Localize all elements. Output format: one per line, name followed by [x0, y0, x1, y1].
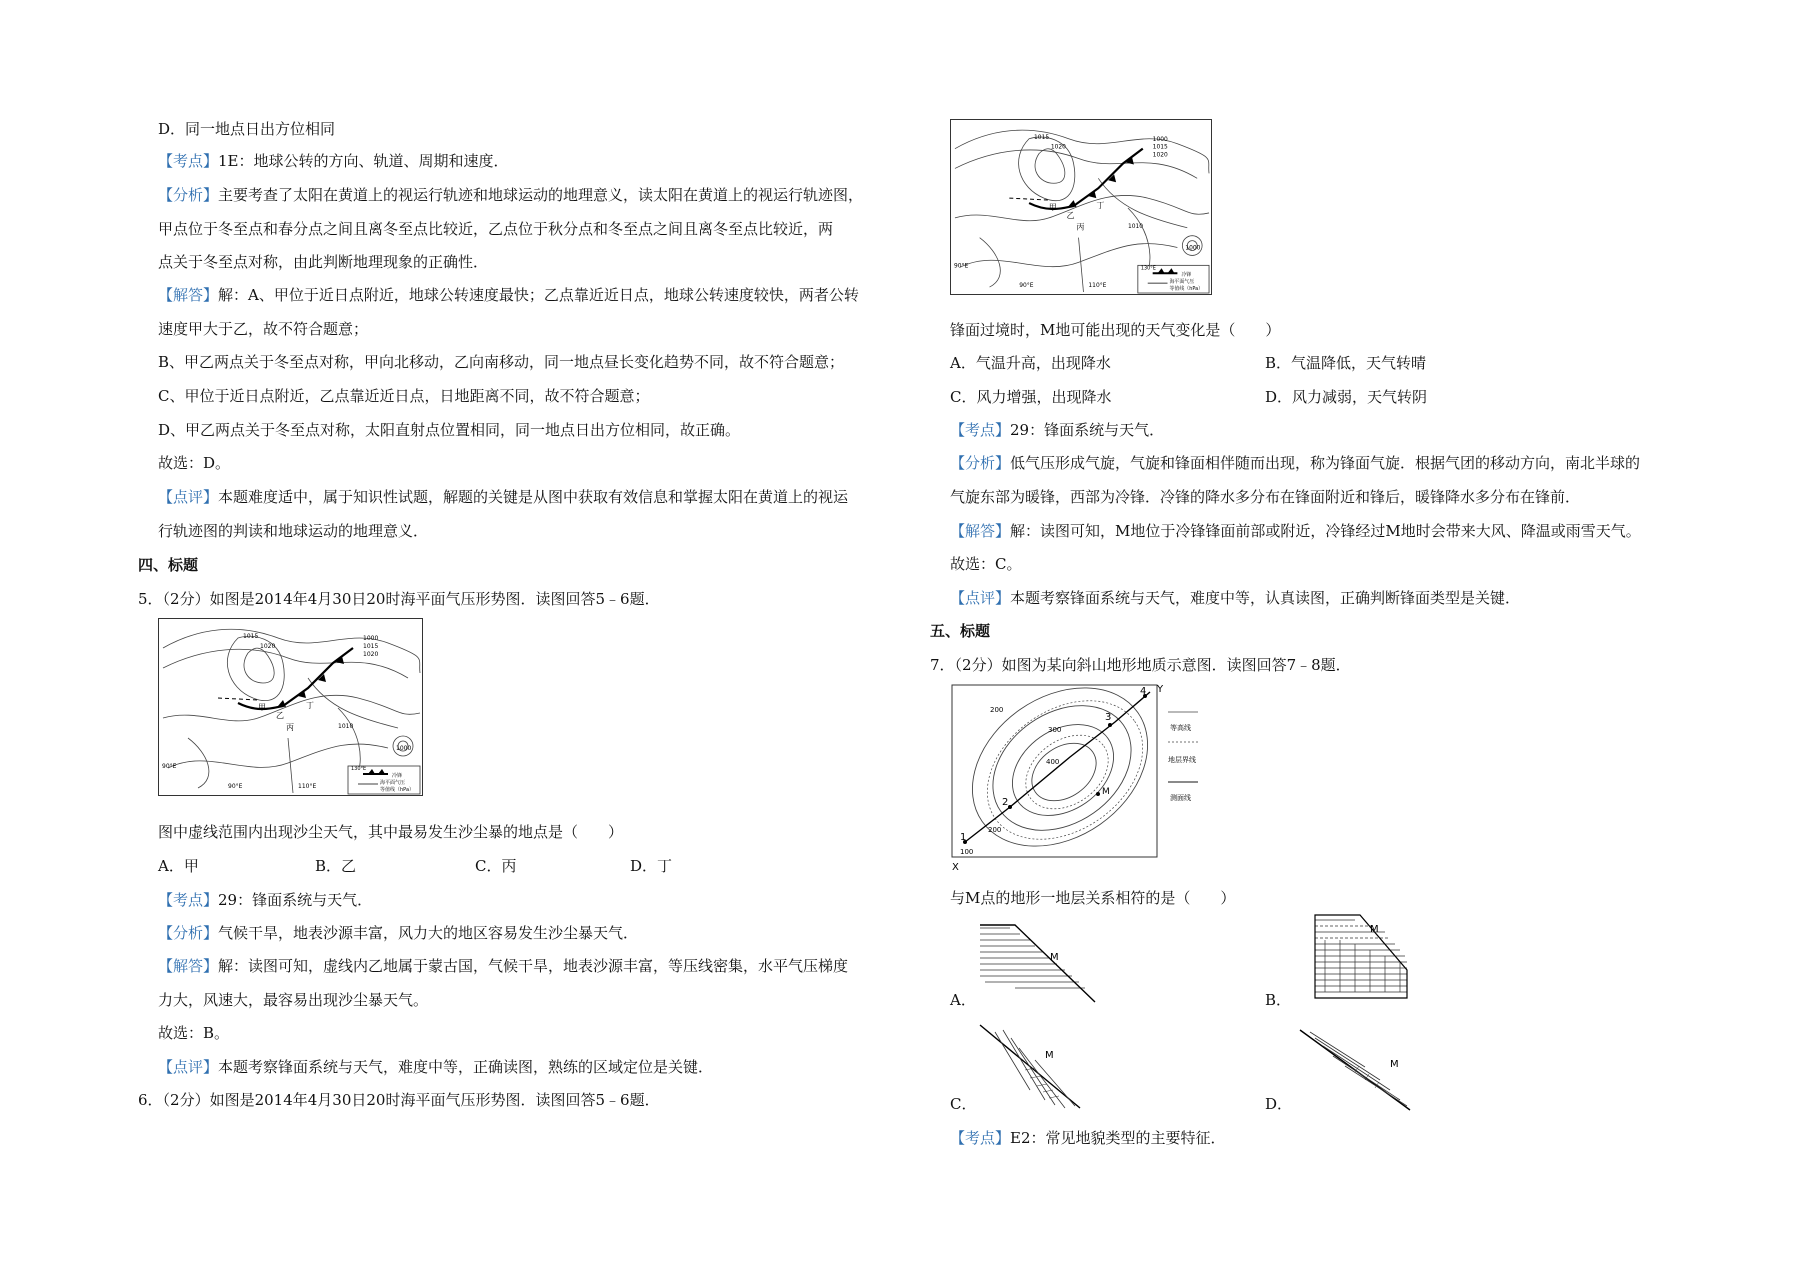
section-heading-5: 五、标题: [930, 622, 991, 640]
fenxi-1c: 点关于冬至点对称，由此判断地理现象的正确性．: [158, 253, 489, 271]
dianping-text: 本题难度适中，属于知识性试题，解题的关键是从图中获取有效信息和掌握太阳在黄道上的视运: [218, 488, 849, 506]
q6-option-d: D．风力减弱，天气转阴: [1265, 388, 1428, 406]
pressure-map-figure-2: [950, 118, 1212, 296]
map-label-jia: 甲: [258, 703, 266, 712]
jieda-3: [950, 521, 1641, 541]
longitude-label: 130°E: [1140, 265, 1156, 272]
map-label-bing: 丙: [1076, 222, 1085, 232]
map-label-yi: 乙: [276, 711, 284, 720]
map-label-bing: 丙: [286, 723, 294, 732]
isobar-label: 1020: [260, 643, 276, 650]
dianping-text: 本题考察锋面系统与天气，难度中等，正确读图，熟练的区域定位是关键．: [218, 1058, 714, 1076]
isobar-label: 1000: [396, 745, 412, 752]
map-label-ding: 丁: [1096, 200, 1105, 210]
fenxi-text: 低气压形成气旋，气旋和锋面相伴随而出现，称为锋面气旋．根据气团的移动方向，南北半球的: [1010, 454, 1641, 472]
q5-option-a: A．甲: [158, 857, 199, 875]
longitude-label: 90°E: [162, 763, 177, 770]
isobar-label: 1020: [1152, 151, 1168, 159]
question-6-stem: 锋面过境时，M地可能出现的天气变化是（ ）: [950, 321, 1281, 339]
isobar-label: 1010: [1127, 222, 1144, 230]
guxuan-2: 故选：B。: [158, 1024, 230, 1042]
option-point-m: M: [1370, 924, 1379, 935]
point-4-label: 4: [1140, 686, 1147, 697]
axis-x-label: X: [952, 862, 959, 872]
jieda-text: 解：读图可知，虚线内乙地属于蒙古国，气候干旱，地表沙源丰富，等压线密集，水平气压梯度: [218, 957, 849, 975]
longitude-label: 130°E: [351, 766, 367, 772]
map-label-yi: 乙: [1066, 210, 1075, 220]
fenxi-text: 气候干旱，地表沙源丰富，风力大的地区容易发生沙尘暴天气．: [218, 924, 639, 942]
jieda-2b: 力大，风速大，最容易出现沙尘暴天气。: [158, 991, 429, 1009]
pressure-map-2: [950, 118, 1212, 296]
jieda-text: 解：读图可知，M地位于冷锋锋面前部或附近，冷锋经过M地时会带来大风、降温或雨雪天气。: [1010, 522, 1641, 540]
option-a-diagram: [975, 920, 1105, 1005]
contour-label: 400: [1046, 758, 1060, 766]
fenxi-3a: [950, 453, 1640, 473]
kaodian-text: 1E：地球公转的方向、轨道、周期和速度．: [218, 152, 509, 170]
kaodian-text: 29：锋面系统与天气．: [218, 891, 373, 909]
jieda-text: 解：A、甲位于近日点附近，地球公转速度最快；乙点靠近近日点，地球公转速度较快，两者公转: [218, 286, 859, 304]
map-label-jia: 甲: [1048, 202, 1057, 212]
strata-diagram-c: [975, 1020, 1095, 1110]
geologic-map-svg: [950, 682, 1205, 872]
dianping-tag: 【点评】: [950, 589, 1011, 607]
kaodian-1: [158, 151, 509, 171]
legend-strata: 地层界线: [1168, 756, 1196, 764]
legend-front-label: 冷锋: [1181, 272, 1192, 279]
q6-option-a: A．气温升高，出现降水: [950, 354, 1111, 372]
map-label-ding: 丁: [306, 701, 314, 710]
isobar-label: 1015: [243, 633, 259, 640]
q7-option-b: B．: [1265, 991, 1292, 1009]
kaodian-tag: 【考点】: [950, 421, 1011, 439]
question-7: 7．（2分）如图为某向斜山地形地质示意图．读图回答7﹣8题．: [930, 656, 1351, 674]
question-6: 6．（2分）如图是2014年4月30日20时海平面气压形势图．读图回答5﹣6题．: [138, 1091, 660, 1109]
jieda-1a: [158, 285, 859, 305]
option-point-m: M: [1050, 952, 1059, 963]
q6-option-b: B．气温降低，天气转晴: [1265, 354, 1427, 372]
contour-label: 100: [960, 848, 974, 856]
isobar-label: 1010: [338, 723, 354, 730]
dianping-tag: 【点评】: [158, 488, 219, 506]
q7-option-c: C．: [950, 1095, 977, 1113]
legend-contour: 等高线: [1170, 724, 1191, 732]
pressure-map-figure-1: [158, 618, 423, 796]
q7-option-d: D．: [1265, 1095, 1293, 1113]
jieda-tag: 【解答】: [950, 522, 1011, 540]
section-heading-4: 四、标题: [138, 556, 199, 574]
point-3-label: 3: [1105, 712, 1112, 723]
question-5: 5．（2分）如图是2014年4月30日20时海平面气压形势图．读图回答5﹣6题．: [138, 590, 660, 608]
isobar-label: 1000: [363, 635, 379, 642]
isobar-label: 1015: [1152, 143, 1168, 151]
isobar-label: 1020: [1050, 143, 1066, 151]
point-2-label: 2: [1002, 797, 1009, 808]
isobar-label: 1000: [1152, 135, 1168, 143]
fenxi-tag: 【分析】: [158, 186, 219, 204]
guxuan-1: 故选：D。: [158, 454, 231, 472]
longitude-label: 90°E: [953, 262, 969, 270]
longitude-label: 90°E: [228, 783, 243, 790]
kaodian-tag: 【考点】: [158, 152, 219, 170]
legend-isobar-label: 海平面气压: [1169, 279, 1195, 286]
q6-option-c: C．风力增强，出现降水: [950, 388, 1112, 406]
q5-option-d: D．丁: [630, 857, 673, 875]
jieda-1c: B、甲乙两点关于冬至点对称，甲向北移动，乙向南移动，同一地点昼长变化趋势不同，故不符合题意；: [158, 353, 845, 371]
fenxi-1a: [158, 185, 863, 205]
q5-option-c: C．丙: [475, 857, 517, 875]
jieda-1e: D、甲乙两点关于冬至点对称，太阳直射点位置相同，同一地点日出方位相同，故正确。: [158, 421, 741, 439]
dianping-tag: 【点评】: [158, 1058, 219, 1076]
isobar-label: 1015: [363, 643, 379, 650]
contour-label: 300: [1048, 726, 1062, 734]
kaodian-2: [158, 890, 372, 910]
longitude-label: 90°E: [1019, 282, 1034, 290]
fenxi-1b: 甲点位于冬至点和春分点之间且离冬至点比较近，乙点位于秋分点和冬至点之间且离冬至点比较近，两: [158, 220, 834, 238]
question-5-stem: 图中虚线范围内出现沙尘天气，其中最易发生沙尘暴的地点是（ ）: [158, 823, 624, 841]
jieda-2a: [158, 956, 848, 976]
option-c-diagram: [975, 1020, 1095, 1110]
dianping-1b: 行轨迹图的判读和地球运动的地理意义．: [158, 522, 429, 540]
kaodian-text: E2：常见地貌类型的主要特征．: [1010, 1129, 1226, 1147]
dianping-text: 本题考察锋面系统与天气，难度中等，认真读图，正确判断锋面类型是关键．: [1010, 589, 1521, 607]
fenxi-2: [158, 923, 638, 943]
axis-y-label: Y: [1157, 684, 1164, 695]
strata-diagram-d: [1295, 1022, 1420, 1112]
legend-isobar-label: 海平面气压: [380, 780, 406, 786]
longitude-label: 110°E: [298, 783, 317, 790]
fenxi-tag: 【分析】: [158, 924, 219, 942]
strata-diagram-a: [975, 920, 1105, 1005]
kaodian-3: [950, 420, 1164, 440]
jieda-tag: 【解答】: [158, 957, 219, 975]
kaodian-tag: 【考点】: [158, 891, 219, 909]
q5-option-b: B．乙: [315, 857, 357, 875]
option-d-diagram: [1295, 1022, 1420, 1112]
kaodian-tag: 【考点】: [950, 1129, 1011, 1147]
isobar-label: 1020: [363, 651, 379, 658]
legend-isobar-label: 等值线（hPa）: [380, 787, 415, 793]
isobar-label: 1015: [1034, 133, 1050, 141]
dianping-1a: [158, 487, 848, 507]
jieda-tag: 【解答】: [158, 286, 219, 304]
option-point-m: M: [1390, 1059, 1399, 1070]
option-point-m: M: [1045, 1050, 1054, 1061]
point-m-label: M: [1102, 787, 1110, 797]
option-b-diagram: [1295, 910, 1425, 1005]
guxuan-3: 故选：C。: [950, 555, 1022, 573]
fenxi-tag: 【分析】: [950, 454, 1011, 472]
contour-label: 200: [988, 826, 1002, 834]
jieda-1d: C、甲位于近日点附近，乙点靠近近日点，日地距离不同，故不符合题意；: [158, 387, 650, 405]
syncline-geologic-map: [950, 682, 1205, 872]
pressure-map-1: [158, 618, 423, 796]
question-7-stem: 与M点的地形一地层关系相符的是（ ）: [950, 889, 1236, 907]
q7-option-a: A．: [950, 991, 976, 1009]
fenxi-3b: 气旋东部为暖锋，西部为冷锋．冷锋的降水多分布在锋面附近和锋后，暖锋降水多分布在锋前．: [950, 488, 1581, 506]
isobar-label: 1000: [1185, 244, 1201, 252]
fenxi-text: 主要考查了太阳在黄道上的视运行轨迹和地球运动的地理意义，读太阳在黄道上的视运行轨迹图，: [218, 186, 864, 204]
jieda-1b: 速度甲大于乙，故不符合题意；: [158, 320, 369, 338]
longitude-label: 110°E: [1088, 282, 1107, 290]
legend-profile: 测面线: [1170, 794, 1191, 802]
kaodian-4: [950, 1128, 1226, 1148]
kaodian-text: 29：锋面系统与天气．: [1010, 421, 1165, 439]
option-d-text: D．同一地点日出方位相同: [158, 120, 336, 138]
dianping-3: [950, 588, 1520, 608]
legend-isobar-label: 等值线（hPa）: [1169, 286, 1204, 293]
contour-label: 200: [990, 706, 1004, 714]
legend-front-label: 冷锋: [392, 773, 403, 779]
dianping-2: [158, 1057, 713, 1077]
point-1-label: 1: [960, 832, 967, 843]
strata-diagram-b: [1295, 910, 1425, 1005]
